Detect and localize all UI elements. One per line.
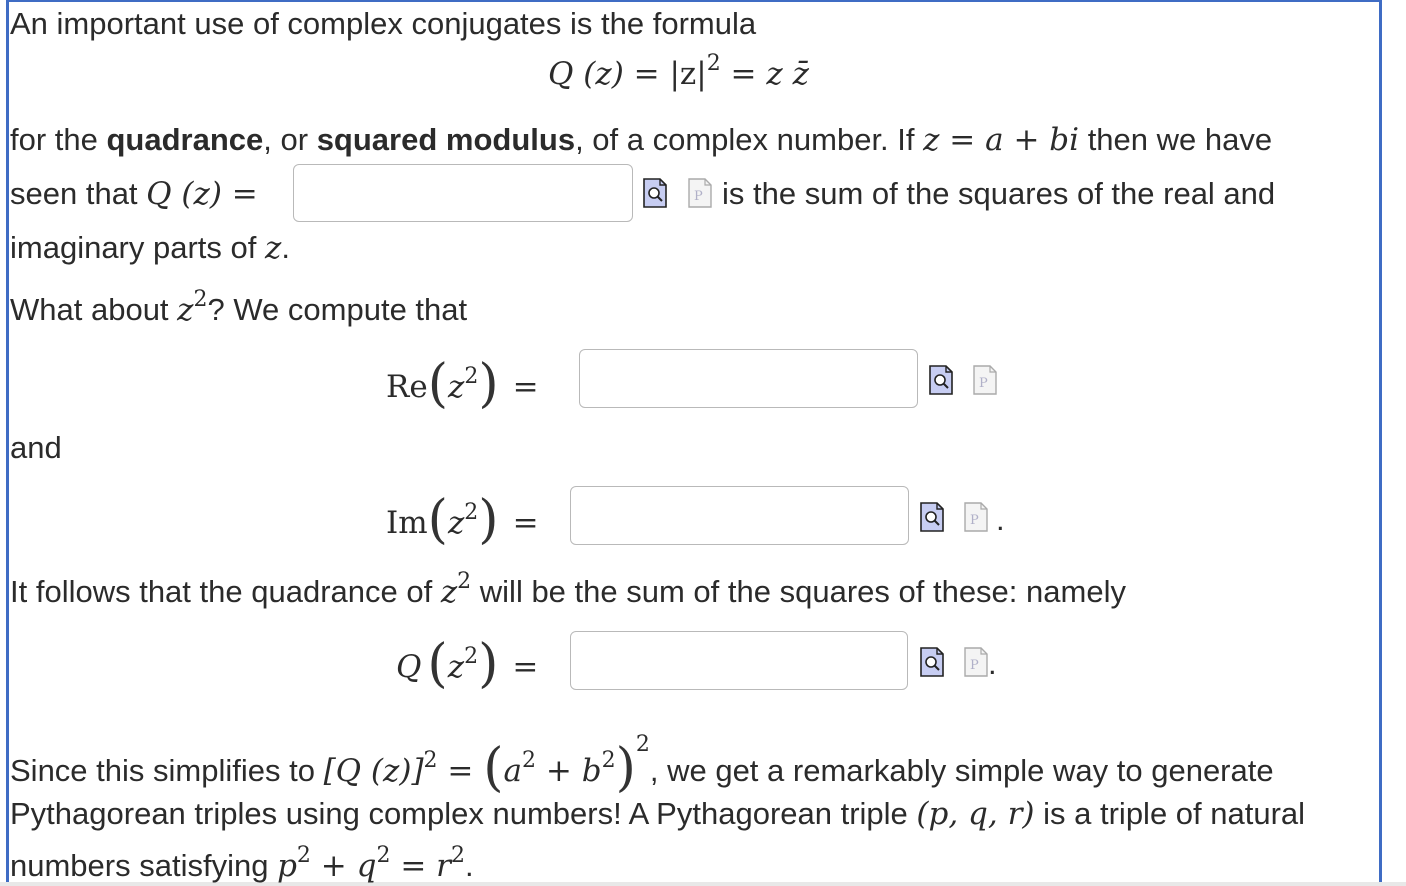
text-segment: , of a complex number. If [575, 122, 924, 157]
what-about-line [10, 287, 468, 328]
math-z: z [447, 505, 465, 541]
svg-text:P: P [970, 513, 979, 528]
quadrance-z2-input[interactable] [570, 631, 908, 690]
left-paren: ( [427, 354, 448, 414]
equation-palette-icon[interactable] [964, 502, 988, 532]
text-segment: It follows that the quadrance of [10, 574, 441, 609]
pythagorean-line [10, 796, 1305, 832]
preview-icon[interactable] [920, 502, 944, 532]
math-z: z [265, 230, 282, 266]
text-segment: . [464, 848, 474, 883]
math-b: b [581, 753, 602, 789]
imaginary-parts-line [10, 230, 290, 266]
it-follows-line [10, 569, 1126, 610]
numbers-satisfying-line [10, 843, 474, 884]
text-segment: imaginary parts of [10, 230, 265, 265]
quadrance-z2-equation [396, 630, 539, 694]
math-z-def: z = a + bi [923, 122, 1080, 158]
plus-sign: + [536, 753, 582, 789]
equation-palette-icon[interactable] [973, 365, 997, 395]
formula-modulus: = |z| [623, 56, 707, 92]
quadrance-formula [548, 51, 809, 92]
plus-sign: + [310, 848, 357, 884]
imaginary-part-input[interactable] [570, 486, 909, 545]
q-function: Q [396, 649, 422, 685]
math-z: z [440, 574, 458, 610]
svg-text:P: P [694, 189, 703, 204]
outer-exponent: 2 [635, 732, 650, 757]
left-paren: ( [427, 634, 448, 694]
exponent: 2 [376, 843, 391, 868]
exponent: 2 [464, 500, 479, 525]
imaginary-part-equation [386, 486, 539, 550]
formula-conjugate: = z z̄ [720, 56, 809, 92]
term-squared-modulus: squared modulus [316, 122, 576, 157]
exponent: 2 [296, 843, 311, 868]
and-text [10, 430, 62, 466]
text-segment: and [10, 430, 62, 465]
math-a: a [503, 753, 523, 789]
left-paren: ( [427, 490, 448, 550]
exponent: 2 [464, 364, 479, 389]
equation-palette-icon[interactable] [964, 647, 988, 677]
math-triple: (p, q, r) [916, 796, 1035, 832]
right-paren: ) [478, 490, 499, 550]
equals-sign: = [437, 753, 484, 789]
text-segment: . [281, 230, 290, 265]
exponent: 2 [522, 748, 537, 773]
text-segment: Pythagorean triples using complex numbers! A Pythagorean triple [10, 796, 917, 831]
math-qz: Q (z) = [146, 176, 258, 212]
equation-palette-icon[interactable] [688, 178, 712, 208]
formula-exponent: 2 [706, 51, 721, 76]
period [996, 502, 1005, 538]
text-segment: for the [10, 122, 107, 157]
preview-icon[interactable] [929, 365, 953, 395]
text-segment: will be the sum of the squares of these: namely [471, 574, 1126, 609]
intro-text [10, 6, 756, 42]
formula-lhs: Q (z) [548, 56, 624, 92]
text-segment: , or [263, 122, 317, 157]
exponent: 2 [457, 569, 472, 594]
right-paren: ) [478, 354, 499, 414]
text-segment: , we get a remarkably simple way to generate [649, 753, 1274, 788]
simplifies-line [10, 732, 1274, 798]
equals-sign: = [512, 505, 539, 541]
svg-text:P: P [979, 376, 988, 391]
quadrance-input[interactable] [293, 164, 633, 222]
exponent: 2 [423, 748, 438, 773]
exponent: 2 [450, 843, 465, 868]
math-z: z [177, 292, 194, 328]
preview-icon[interactable] [643, 178, 667, 208]
text-segment: . [988, 646, 997, 681]
text-segment: ? We compute that [207, 292, 468, 327]
preview-icon[interactable] [920, 647, 944, 677]
term-quadrance: quadrance [106, 122, 264, 157]
text-segment: is a triple of natural [1034, 796, 1306, 831]
math-p: p [277, 848, 297, 884]
right-paren: ) [615, 738, 636, 798]
math-q: q [356, 848, 377, 884]
math-r: r [436, 848, 451, 884]
real-part-equation [386, 350, 539, 414]
im-operator: Im [386, 505, 428, 541]
period [988, 646, 997, 682]
text-segment: seen that [10, 176, 147, 211]
text-segment: What about [10, 292, 178, 327]
re-operator: Re [386, 369, 428, 405]
left-paren: ( [483, 738, 504, 798]
math-z: z [447, 369, 465, 405]
exponent: 2 [601, 748, 616, 773]
text-segment: numbers satisfying [10, 848, 278, 883]
math-qz-bracket: [Q (z)] [323, 753, 424, 789]
equals-sign: = [512, 649, 539, 685]
right-paren: ) [478, 634, 499, 694]
intro-sentence: An important use of complex conjugates is the formula [10, 6, 757, 41]
exponent: 2 [464, 644, 479, 669]
real-part-input[interactable] [579, 349, 918, 408]
definition-line [10, 122, 1272, 158]
exponent: 2 [193, 287, 208, 312]
equals-sign: = [512, 369, 539, 405]
svg-text:P: P [970, 658, 979, 673]
text-segment: then we have [1079, 122, 1273, 157]
math-z: z [447, 649, 465, 685]
equals-sign: = [390, 848, 437, 884]
text-segment: is the sum of the squares of the real and [722, 176, 1276, 211]
text-segment: . [996, 502, 1005, 537]
seen-that-line [10, 176, 258, 212]
text-segment: Since this simplifies to [10, 753, 324, 788]
sum-of-squares-text [722, 176, 1275, 212]
